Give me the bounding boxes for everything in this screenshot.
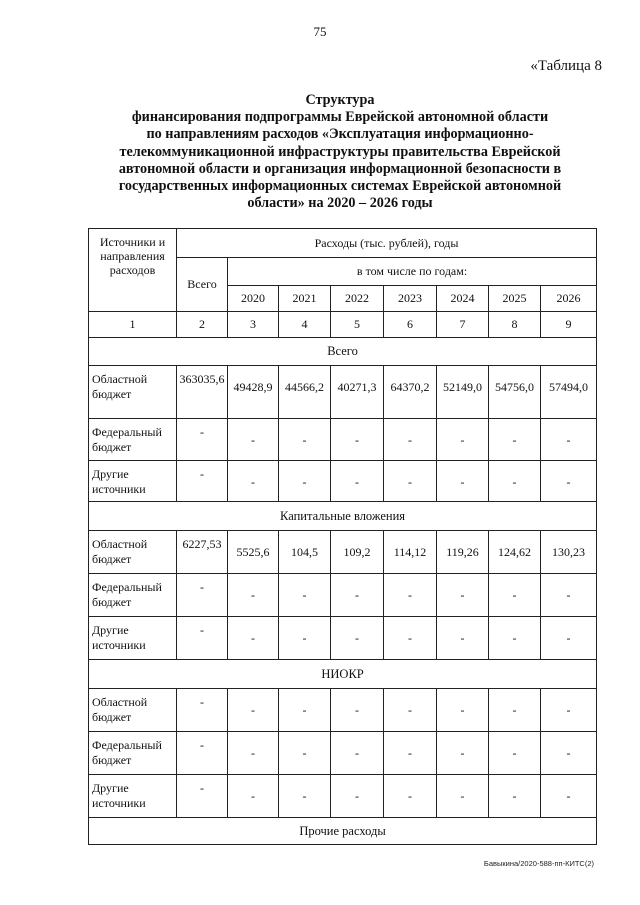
value-cell: -	[437, 617, 489, 660]
data-row	[89, 366, 597, 419]
header-including-cell: в том числе по годам:	[228, 258, 597, 286]
value-cell: -	[541, 732, 597, 775]
value-cell: -	[489, 574, 541, 617]
value-cell: -	[541, 574, 597, 617]
value-cell: -	[279, 419, 331, 461]
value-cell: -	[437, 461, 489, 502]
header-total-cell: Всего	[177, 258, 228, 312]
value-cell: -	[384, 732, 437, 775]
total-cell: -	[177, 461, 228, 502]
value-cell: 40271,3	[331, 366, 384, 419]
header-source-cell: Источники и направления расходов	[89, 229, 177, 312]
value-cell: -	[279, 617, 331, 660]
header-expenses-cell: Расходы (тыс. рублей), годы	[177, 229, 597, 258]
column-number-cell: 4	[279, 312, 331, 338]
year-cell: 2020	[228, 286, 279, 312]
value-cell: 5525,6	[228, 531, 279, 574]
column-number-cell: 5	[331, 312, 384, 338]
value-cell: -	[437, 732, 489, 775]
data-row	[89, 689, 597, 732]
title-line: финансирования подпрограммы Еврейской автономной области	[131, 109, 549, 126]
value-cell: -	[279, 775, 331, 818]
title-line: Структура	[305, 92, 375, 108]
value-cell: -	[384, 775, 437, 818]
title-line: телекоммуникационной инфраструктуры правительства Еврейской	[119, 143, 561, 160]
value-cell: -	[489, 461, 541, 502]
value-cell: -	[489, 775, 541, 818]
column-number-cell: 2	[177, 312, 228, 338]
column-number-cell: 7	[437, 312, 489, 338]
value-cell: -	[541, 689, 597, 732]
section-title-cell: Всего	[89, 338, 597, 366]
value-cell: -	[331, 732, 384, 775]
source-cell: Другие источники	[89, 461, 177, 502]
section-row	[89, 502, 597, 531]
total-cell: -	[177, 732, 228, 775]
year-cell: 2022	[331, 286, 384, 312]
section-row	[89, 818, 597, 845]
value-cell: -	[384, 461, 437, 502]
year-cell: 2021	[279, 286, 331, 312]
total-cell: -	[177, 617, 228, 660]
column-number-cell: 3	[228, 312, 279, 338]
total-cell: -	[177, 689, 228, 732]
financing-table	[88, 228, 597, 845]
value-cell: 109,2	[331, 531, 384, 574]
total-cell: 363035,6	[177, 366, 228, 419]
year-cell: 2024	[437, 286, 489, 312]
source-cell: Другие источники	[89, 775, 177, 818]
value-cell: -	[489, 689, 541, 732]
value-cell: -	[331, 419, 384, 461]
value-cell: 124,62	[489, 531, 541, 574]
column-number-cell: 9	[541, 312, 597, 338]
table-label: «Таблица 8	[530, 58, 602, 74]
year-cell: 2026	[541, 286, 597, 312]
data-row	[89, 461, 597, 502]
title-line: автономной области и организация информационной безопасности в	[118, 160, 562, 177]
value-cell: -	[541, 775, 597, 818]
column-number-row	[89, 312, 597, 338]
total-cell: -	[177, 574, 228, 617]
value-cell: -	[228, 775, 279, 818]
source-cell: Другие источники	[89, 617, 177, 660]
value-cell: -	[437, 419, 489, 461]
value-cell: -	[384, 574, 437, 617]
year-cell: 2025	[489, 286, 541, 312]
title-line: области» на 2020 – 2026 годы	[247, 195, 433, 212]
data-row	[89, 732, 597, 775]
value-cell: -	[541, 419, 597, 461]
column-number-cell: 8	[489, 312, 541, 338]
value-cell: -	[279, 574, 331, 617]
value-cell: 44566,2	[279, 366, 331, 419]
value-cell: -	[489, 732, 541, 775]
value-cell: 104,5	[279, 531, 331, 574]
value-cell: 49428,9	[228, 366, 279, 419]
column-number-cell: 1	[89, 312, 177, 338]
document-title	[60, 92, 620, 212]
value-cell: -	[541, 461, 597, 502]
value-cell: -	[228, 419, 279, 461]
data-row	[89, 419, 597, 461]
data-row	[89, 617, 597, 660]
value-cell: -	[228, 689, 279, 732]
total-cell: -	[177, 419, 228, 461]
value-cell: -	[541, 617, 597, 660]
value-cell: 52149,0	[437, 366, 489, 419]
value-cell: -	[384, 617, 437, 660]
data-row	[89, 775, 597, 818]
section-row	[89, 660, 597, 689]
value-cell: -	[228, 617, 279, 660]
value-cell: -	[437, 574, 489, 617]
value-cell: -	[331, 461, 384, 502]
column-number-cell: 6	[384, 312, 437, 338]
value-cell: -	[489, 617, 541, 660]
value-cell: -	[279, 689, 331, 732]
source-cell: Областной бюджет	[89, 366, 177, 419]
value-cell: -	[279, 461, 331, 502]
value-cell: -	[331, 775, 384, 818]
data-row	[89, 531, 597, 574]
year-cell: 2023	[384, 286, 437, 312]
source-cell: Федеральный бюджет	[89, 732, 177, 775]
value-cell: -	[279, 732, 331, 775]
total-cell: 6227,53	[177, 531, 228, 574]
value-cell: -	[228, 574, 279, 617]
source-cell: Федеральный бюджет	[89, 574, 177, 617]
value-cell: 119,26	[437, 531, 489, 574]
value-cell: -	[437, 689, 489, 732]
section-row	[89, 338, 597, 366]
title-line: по направлениям расходов «Эксплуатация информационно-	[146, 126, 534, 143]
section-title-cell: Капитальные вложения	[89, 502, 597, 531]
value-cell: -	[384, 689, 437, 732]
section-title-cell: НИОКР	[89, 660, 597, 689]
value-cell: -	[489, 419, 541, 461]
value-cell: -	[331, 574, 384, 617]
value-cell: 54756,0	[489, 366, 541, 419]
value-cell: -	[228, 461, 279, 502]
value-cell: -	[437, 775, 489, 818]
total-cell: -	[177, 775, 228, 818]
value-cell: -	[331, 689, 384, 732]
source-cell: Областной бюджет	[89, 531, 177, 574]
value-cell: 114,12	[384, 531, 437, 574]
page-number: 75	[313, 24, 327, 39]
value-cell: -	[384, 419, 437, 461]
data-row	[89, 574, 597, 617]
value-cell: 57494,0	[541, 366, 597, 419]
value-cell: -	[228, 732, 279, 775]
value-cell: 130,23	[541, 531, 597, 574]
value-cell: 64370,2	[384, 366, 437, 419]
document-footer: Бавыкина/2020-588-пп-КИТС(2)	[483, 859, 594, 868]
value-cell: -	[331, 617, 384, 660]
section-title-cell: Прочие расходы	[89, 818, 597, 845]
source-cell: Областной бюджет	[89, 689, 177, 732]
title-line: государственных информационных системах Еврейской автономной	[118, 178, 562, 195]
header-row	[89, 229, 597, 258]
source-cell: Федеральный бюджет	[89, 419, 177, 461]
